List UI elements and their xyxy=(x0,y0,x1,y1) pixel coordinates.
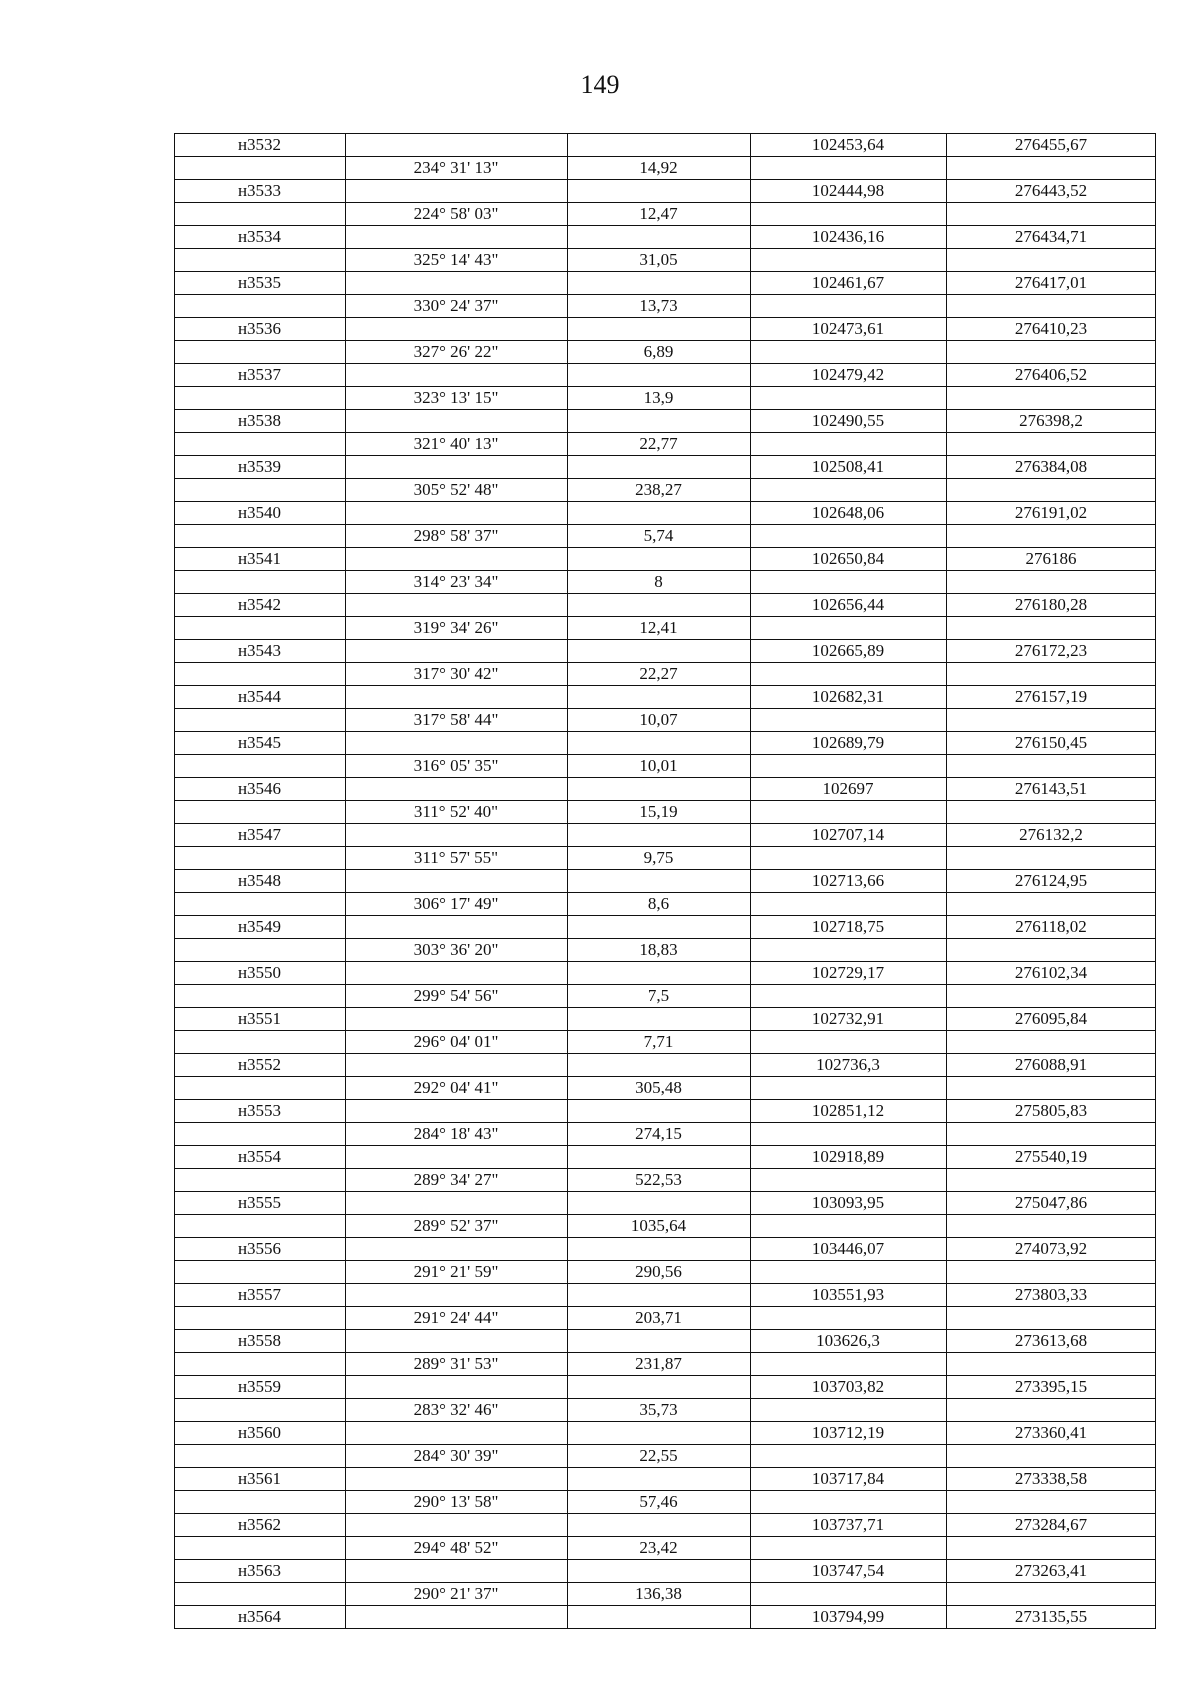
table-cell-distance: 522,53 xyxy=(635,1170,682,1189)
table-cell-distance: 136,38 xyxy=(635,1584,682,1603)
table-cell-distance: 290,56 xyxy=(635,1262,682,1281)
table-cell-distance: 22,27 xyxy=(639,664,678,683)
table-cell-x: 102479,42 xyxy=(811,365,885,384)
table-cell-point: н3537 xyxy=(237,365,282,384)
table-cell-distance: 15,19 xyxy=(639,802,678,821)
table-cell-point: н3555 xyxy=(237,1193,282,1212)
table-cell-distance: 231,87 xyxy=(635,1354,682,1373)
table-cell-x: 103626,3 xyxy=(816,1331,880,1350)
table-cell-distance: 31,05 xyxy=(639,250,678,269)
table-cell-angle: 319° 34' 26" xyxy=(413,618,499,637)
table-cell-angle: 294° 48' 52" xyxy=(413,1538,499,1557)
table-cell-point: н3544 xyxy=(237,687,282,706)
table-cell-distance: 23,42 xyxy=(639,1538,678,1557)
table-cell-point: н3557 xyxy=(237,1285,282,1304)
table-cell-point: н3558 xyxy=(237,1331,282,1350)
table-cell-y: 276417,01 xyxy=(1014,273,1088,292)
table-cell-point: н3538 xyxy=(237,411,282,430)
table-cell-angle: 284° 18' 43" xyxy=(413,1124,499,1143)
table-cell-y: 276102,34 xyxy=(1014,963,1088,982)
table-cell-distance: 10,07 xyxy=(639,710,678,729)
table-cell-angle: 330° 24' 37" xyxy=(413,296,499,315)
table-cell-distance: 7,5 xyxy=(647,986,670,1005)
table-cell-angle: 314° 23' 34" xyxy=(413,572,499,591)
coordinates-table xyxy=(174,133,1156,1629)
table-cell-x: 103551,93 xyxy=(811,1285,885,1304)
table-cell-x: 103737,71 xyxy=(811,1515,885,1534)
table-cell-y: 273263,41 xyxy=(1014,1561,1088,1580)
table-cell-angle: 224° 58' 03" xyxy=(413,204,499,223)
table-cell-y: 276384,08 xyxy=(1014,457,1088,476)
table-cell-distance: 13,73 xyxy=(639,296,678,315)
table-cell-y: 276088,91 xyxy=(1014,1055,1088,1074)
table-cell-x: 102918,89 xyxy=(811,1147,885,1166)
table-cell-point: н3553 xyxy=(237,1101,282,1120)
table-cell-distance: 203,71 xyxy=(635,1308,682,1327)
table-cell-y: 276406,52 xyxy=(1014,365,1088,384)
table-cell-point: н3532 xyxy=(237,135,282,154)
table-cell-y: 273284,67 xyxy=(1014,1515,1088,1534)
table-cell-x: 103712,19 xyxy=(811,1423,885,1442)
table-cell-angle: 289° 52' 37" xyxy=(413,1216,499,1235)
table-cell-point: н3560 xyxy=(237,1423,282,1442)
table-cell-x: 102713,66 xyxy=(811,871,885,890)
table-cell-point: н3552 xyxy=(237,1055,282,1074)
table-cell-y: 276186 xyxy=(1025,549,1077,568)
page-number: 149 xyxy=(580,70,620,99)
table-cell-angle: 283° 32' 46" xyxy=(413,1400,499,1419)
table-cell-point: н3561 xyxy=(237,1469,282,1488)
table-cell-y: 273395,15 xyxy=(1014,1377,1088,1396)
table-cell-y: 276455,67 xyxy=(1014,135,1088,154)
table-cell-x: 102707,14 xyxy=(811,825,885,844)
table-cell-x: 103703,82 xyxy=(811,1377,885,1396)
table-cell-angle: 317° 30' 42" xyxy=(413,664,499,683)
table-cell-point: н3548 xyxy=(237,871,282,890)
table-cell-y: 273338,58 xyxy=(1014,1469,1088,1488)
table-cell-angle: 234° 31' 13" xyxy=(413,158,499,177)
table-cell-angle: 290° 13' 58" xyxy=(413,1492,499,1511)
table-cell-distance: 6,89 xyxy=(643,342,674,361)
table-cell-x: 102508,41 xyxy=(811,457,885,476)
table-cell-point: н3551 xyxy=(237,1009,282,1028)
table-cell-distance: 18,83 xyxy=(639,940,678,959)
table-cell-x: 102436,16 xyxy=(811,227,885,246)
table-cell-angle: 292° 04' 41" xyxy=(413,1078,499,1097)
table-cell-y: 276398,2 xyxy=(1019,411,1083,430)
table-cell-angle: 306° 17' 49" xyxy=(413,894,499,913)
table-cell-distance: 5,74 xyxy=(643,526,674,545)
table-cell-x: 103717,84 xyxy=(811,1469,885,1488)
table-cell-y: 276132,2 xyxy=(1019,825,1083,844)
table-cell-distance: 238,27 xyxy=(635,480,682,499)
table-cell-point: н3549 xyxy=(237,917,282,936)
table-cell-y: 276124,95 xyxy=(1014,871,1088,890)
table-cell-point: н3539 xyxy=(237,457,282,476)
table-cell-point: н3554 xyxy=(237,1147,282,1166)
table-cell-point: н3559 xyxy=(237,1377,282,1396)
table-cell-angle: 316° 05' 35" xyxy=(413,756,499,775)
table-cell-x: 102648,06 xyxy=(811,503,885,522)
table-cell-angle: 303° 36' 20" xyxy=(413,940,499,959)
table-cell-y: 276191,02 xyxy=(1014,503,1088,522)
table-cell-x: 102490,55 xyxy=(811,411,885,430)
table-cell-distance: 7,71 xyxy=(643,1032,674,1051)
table-cell-angle: 298° 58' 37" xyxy=(413,526,499,545)
table-cell-x: 102461,67 xyxy=(811,273,885,292)
table-cell-distance: 10,01 xyxy=(639,756,678,775)
table-cell-angle: 305° 52' 48" xyxy=(413,480,499,499)
table-cell-x: 103794,99 xyxy=(811,1607,885,1626)
table-cell-angle: 296° 04' 01" xyxy=(413,1032,499,1051)
table-cell-point: н3564 xyxy=(237,1607,282,1626)
table-cell-distance: 8 xyxy=(654,572,663,591)
table-cell-point: н3536 xyxy=(237,319,282,338)
table-cell-y: 276172,23 xyxy=(1014,641,1088,660)
table-cell-point: н3562 xyxy=(237,1515,282,1534)
table-cell-distance: 35,73 xyxy=(639,1400,678,1419)
table-cell-point: н3534 xyxy=(237,227,282,246)
table-cell-angle: 323° 13' 15" xyxy=(413,388,499,407)
table-cell-x: 102732,91 xyxy=(811,1009,885,1028)
table-cell-point: н3563 xyxy=(237,1561,282,1580)
table-cell-point: н3543 xyxy=(237,641,282,660)
table-cell-x: 102729,17 xyxy=(811,963,885,982)
table-cell-point: н3545 xyxy=(237,733,282,752)
table-cell-angle: 290° 21' 37" xyxy=(413,1584,499,1603)
table-cell-y: 273803,33 xyxy=(1014,1285,1088,1304)
table-cell-y: 276434,71 xyxy=(1014,227,1088,246)
table-cell-point: н3556 xyxy=(237,1239,282,1258)
table-cell-x: 102473,61 xyxy=(811,319,885,338)
table-cell-x: 102689,79 xyxy=(811,733,885,752)
table-cell-distance: 13,9 xyxy=(643,388,674,407)
table-cell-angle: 289° 31' 53" xyxy=(413,1354,499,1373)
table-cell-x: 102665,89 xyxy=(811,641,885,660)
table-cell-x: 103093,95 xyxy=(811,1193,885,1212)
table-row-border xyxy=(174,1628,1156,1629)
table-cell-x: 102682,31 xyxy=(811,687,885,706)
table-cell-distance: 22,77 xyxy=(639,434,678,453)
table-cell-distance: 305,48 xyxy=(635,1078,682,1097)
table-cell-angle: 289° 34' 27" xyxy=(413,1170,499,1189)
table-cell-angle: 299° 54' 56" xyxy=(413,986,499,1005)
table-cell-angle: 327° 26' 22" xyxy=(413,342,499,361)
table-cell-y: 276410,23 xyxy=(1014,319,1088,338)
table-cell-distance: 12,47 xyxy=(639,204,678,223)
table-cell-y: 276143,51 xyxy=(1014,779,1088,798)
table-cell-x: 102650,84 xyxy=(811,549,885,568)
table-cell-x: 102453,64 xyxy=(811,135,885,154)
table-cell-angle: 325° 14' 43" xyxy=(413,250,499,269)
table-cell-y: 275540,19 xyxy=(1014,1147,1088,1166)
table-cell-y: 275805,83 xyxy=(1014,1101,1088,1120)
table-cell-point: н3547 xyxy=(237,825,282,844)
table-cell-y: 274073,92 xyxy=(1014,1239,1088,1258)
table-cell-distance: 57,46 xyxy=(639,1492,678,1511)
table-cell-point: н3550 xyxy=(237,963,282,982)
table-cell-angle: 317° 58' 44" xyxy=(413,710,499,729)
table-cell-x: 102656,44 xyxy=(811,595,885,614)
table-cell-x: 103446,07 xyxy=(811,1239,885,1258)
table-cell-x: 102718,75 xyxy=(811,917,885,936)
table-cell-angle: 291° 21' 59" xyxy=(413,1262,499,1281)
table-cell-y: 275047,86 xyxy=(1014,1193,1088,1212)
table-cell-y: 276150,45 xyxy=(1014,733,1088,752)
table-cell-y: 276157,19 xyxy=(1014,687,1088,706)
table-cell-distance: 274,15 xyxy=(635,1124,682,1143)
table-cell-point: н3541 xyxy=(237,549,282,568)
table-cell-y: 276443,52 xyxy=(1014,181,1088,200)
table-cell-x: 103747,54 xyxy=(811,1561,885,1580)
table-cell-x: 102736,3 xyxy=(816,1055,880,1074)
table-cell-distance: 1035,64 xyxy=(630,1216,687,1235)
table-cell-y: 276180,28 xyxy=(1014,595,1088,614)
table-cell-y: 273613,68 xyxy=(1014,1331,1088,1350)
table-cell-y: 273135,55 xyxy=(1014,1607,1088,1626)
table-cell-angle: 311° 57' 55" xyxy=(413,848,499,867)
table-cell-x: 102697 xyxy=(822,779,874,798)
table-cell-distance: 9,75 xyxy=(643,848,674,867)
table-cell-distance: 8,6 xyxy=(647,894,670,913)
table-cell-y: 276095,84 xyxy=(1014,1009,1088,1028)
table-cell-point: н3533 xyxy=(237,181,282,200)
table-cell-y: 276118,02 xyxy=(1015,917,1087,936)
table-cell-angle: 291° 24' 44" xyxy=(413,1308,499,1327)
table-cell-angle: 284° 30' 39" xyxy=(413,1446,499,1465)
table-cell-x: 102851,12 xyxy=(811,1101,885,1120)
table-cell-distance: 14,92 xyxy=(639,158,678,177)
table-cell-point: н3535 xyxy=(237,273,282,292)
table-cell-distance: 22,55 xyxy=(639,1446,678,1465)
table-cell-point: н3540 xyxy=(237,503,282,522)
table-cell-point: н3542 xyxy=(237,595,282,614)
table-cell-angle: 321° 40' 13" xyxy=(413,434,499,453)
table-cell-angle: 311° 52' 40" xyxy=(413,802,499,821)
table-cell-y: 273360,41 xyxy=(1014,1423,1088,1442)
table-cell-x: 102444,98 xyxy=(811,181,885,200)
table-cell-point: н3546 xyxy=(237,779,282,798)
table-cell-distance: 12,41 xyxy=(639,618,678,637)
